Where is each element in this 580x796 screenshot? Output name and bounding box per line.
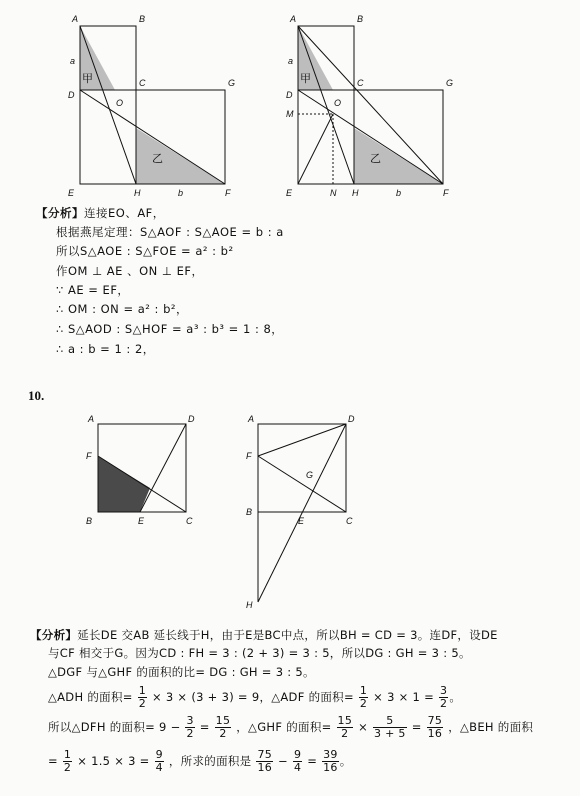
label-B: B bbox=[86, 516, 93, 526]
label-M: M bbox=[286, 109, 294, 119]
fraction-5-3plus5: $\frac{5}{3 + 5}$ bbox=[374, 714, 406, 740]
label-C: C bbox=[186, 516, 193, 526]
analysis10-line6: = $\frac{1}{2}$ × 1.5 × 3 = $\frac{9}{4}$ ，所求的面积是 $\frac{75}{16}$ − $\frac{9}{4}$ = $\frac{39}{16}$ 。 bbox=[48, 748, 352, 774]
label-O: O bbox=[334, 98, 342, 108]
analysis9-line1 bbox=[36, 206, 165, 221]
analysis9-line8: ∴ a : b = 1 : 2， bbox=[56, 342, 155, 356]
segment-fc bbox=[258, 456, 346, 512]
analysis9-line6: ∴ OM : ON = a² : b²， bbox=[56, 302, 188, 316]
label-H: H bbox=[134, 188, 141, 198]
label-A: A bbox=[88, 414, 95, 424]
fraction-15-2: $\frac{15}{2}$ bbox=[215, 714, 231, 740]
label-H: H bbox=[246, 600, 253, 610]
label-A: A bbox=[72, 14, 79, 24]
label-a: a bbox=[288, 56, 294, 66]
figure-1 bbox=[60, 14, 250, 198]
label-O: O bbox=[116, 98, 124, 108]
segment-ah bbox=[80, 26, 136, 184]
fraction-9-4: $\frac{9}{4}$ bbox=[155, 748, 163, 774]
analysis9-line4: 作OM ⊥ AE 、ON ⊥ EF， bbox=[56, 264, 204, 278]
analysis9-line3: 所以S△AOE : S△FOE = a² : b² bbox=[56, 244, 234, 258]
label-C: C bbox=[139, 78, 146, 88]
label-E: E bbox=[298, 516, 305, 526]
text: × 3 × 1 = bbox=[373, 690, 435, 704]
figure-1-svg bbox=[60, 14, 250, 198]
figure-3 bbox=[82, 412, 202, 530]
analysis9-line7: ∴ S△AOD : S△HOF = a³ : b³ = 1 : 8， bbox=[56, 322, 284, 336]
analysis-heading: 【分析】 bbox=[30, 628, 78, 642]
label-G: G bbox=[446, 78, 454, 88]
label-F: F bbox=[443, 188, 449, 198]
analysis9-line5: ∵ AE = EF， bbox=[56, 283, 130, 297]
label-E: E bbox=[138, 516, 145, 526]
analysis10-line4: △ADH 的面积= $\frac{1}{2}$ × 3 × (3 + 3) = 9，△ADF 的面积= $\frac{1}{2}$ × 3 × 1 = $\frac{3}{2}$ 。 bbox=[48, 684, 462, 710]
label-D: D bbox=[188, 414, 195, 424]
analysis10-line3: △DGF 与△GHF 的面积的比= DG : GH = 3 : 5。 bbox=[48, 665, 315, 679]
fraction-1-2: $\frac{1}{2}$ bbox=[359, 684, 368, 710]
label-yi: 乙 bbox=[370, 152, 381, 165]
fraction-39-16: $\frac{39}{16}$ bbox=[323, 748, 338, 774]
label-G: G bbox=[306, 470, 314, 480]
fraction-75-16: $\frac{75}{16}$ bbox=[257, 748, 273, 774]
label-b: b bbox=[396, 188, 402, 198]
label-G: G bbox=[228, 78, 236, 88]
label-D: D bbox=[348, 414, 355, 424]
fraction-9-4: $\frac{9}{4}$ bbox=[293, 748, 302, 774]
text: △ADH 的面积= bbox=[48, 690, 133, 704]
problem-number: 10. bbox=[28, 388, 45, 403]
figure-2-svg bbox=[278, 14, 468, 198]
label-F: F bbox=[86, 451, 92, 461]
label-E: E bbox=[68, 188, 75, 198]
analysis-text: 延长DE 交AB 延长线于H，由于E是BC中点，所以BH = CD = 3。连DF，设DE bbox=[77, 628, 498, 642]
label-D: D bbox=[286, 90, 293, 100]
label-C: C bbox=[357, 78, 364, 88]
label-A: A bbox=[290, 14, 297, 24]
fraction-3-2: $\frac{3}{2}$ bbox=[440, 684, 448, 710]
segment-eo bbox=[298, 114, 333, 184]
label-E: E bbox=[286, 188, 293, 198]
figure-2 bbox=[278, 14, 468, 198]
label-jia: 甲 bbox=[300, 72, 311, 85]
label-A: A bbox=[248, 414, 255, 424]
label-B: B bbox=[139, 14, 146, 24]
figure-3-svg bbox=[82, 412, 202, 530]
label-C: C bbox=[346, 516, 353, 526]
fraction-1-2: $\frac{1}{2}$ bbox=[63, 748, 72, 774]
label-N: N bbox=[330, 188, 337, 198]
analysis-text: 连接EO、AF， bbox=[84, 206, 165, 220]
analysis10-line2: 与CF 相交于G。因为CD : FH = 3 : (2 + 3) = 3 : 5，所以DG : GH = 3 : 5。 bbox=[48, 646, 471, 660]
square-abcd bbox=[258, 424, 346, 512]
fraction-1-2: $\frac{1}{2}$ bbox=[138, 684, 146, 710]
segment-de bbox=[140, 424, 186, 512]
text: × 3 × (3 + 3) = 9，△ADF 的面积= bbox=[151, 690, 354, 704]
analysis-heading: 【分析】 bbox=[36, 206, 84, 220]
fraction-75-16: $\frac{75}{16}$ bbox=[427, 714, 443, 740]
label-jia: 甲 bbox=[82, 72, 93, 85]
segment-ah bbox=[298, 26, 354, 184]
figure-4-svg bbox=[242, 412, 362, 612]
figure-4 bbox=[242, 412, 362, 612]
label-H: H bbox=[352, 188, 359, 198]
fraction-15-2: $\frac{15}{2}$ bbox=[337, 714, 353, 740]
label-B: B bbox=[357, 14, 364, 24]
label-B: B bbox=[246, 507, 253, 517]
label-D: D bbox=[68, 90, 75, 100]
label-F: F bbox=[225, 188, 231, 198]
fraction-3-2: $\frac{3}{2}$ bbox=[186, 714, 194, 740]
label-F: F bbox=[246, 451, 252, 461]
label-a: a bbox=[70, 56, 76, 66]
label-yi: 乙 bbox=[152, 152, 163, 165]
analysis9-line2: 根据燕尾定理：S△AOF : S△AOE = b : a bbox=[56, 225, 284, 239]
label-b: b bbox=[178, 188, 184, 198]
analysis10-line1 bbox=[30, 628, 498, 643]
analysis10-line5: 所以△DFH 的面积= 9 − $\frac{3}{2}$ = $\frac{15}{2}$ ，△GHF 的面积= $\frac{15}{2}$ × $\frac{5}{3 + 5}$ = $\frac{75}{16}$ ，△BEH 的面积 bbox=[48, 714, 534, 740]
